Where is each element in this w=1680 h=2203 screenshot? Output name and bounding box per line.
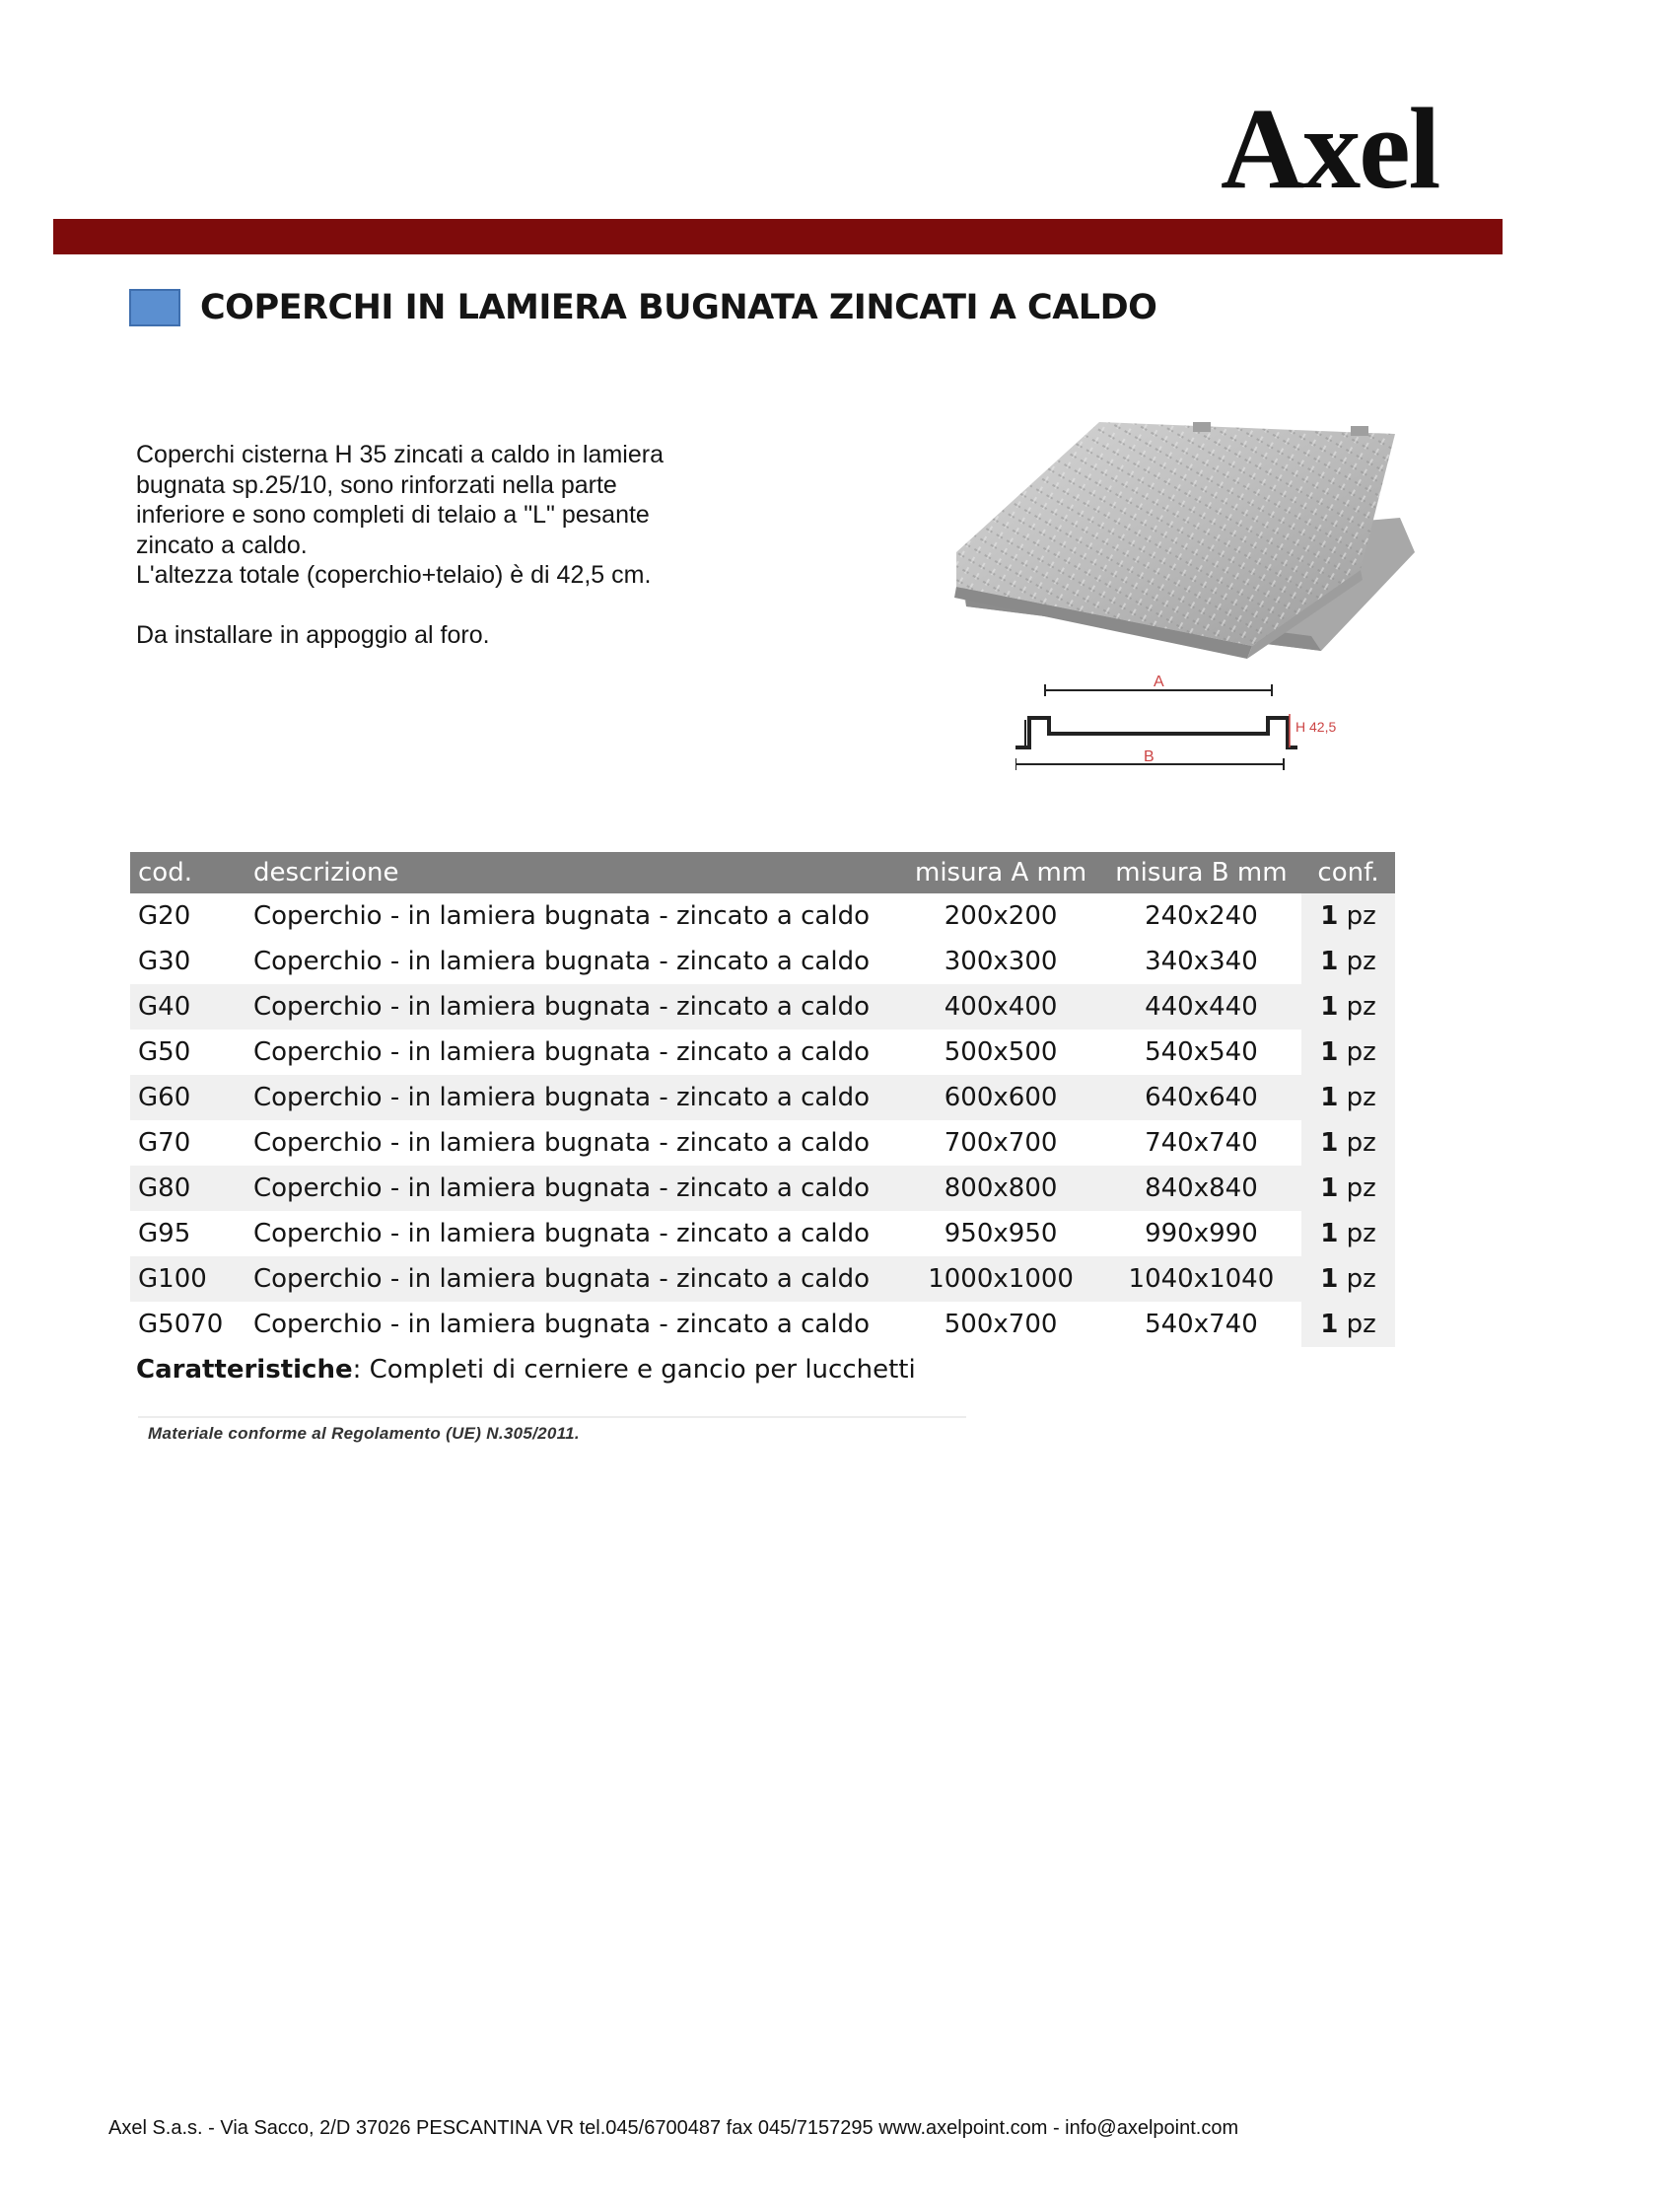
header-accent-bar bbox=[53, 219, 1503, 254]
cell-size-b: 640x640 bbox=[1101, 1075, 1301, 1120]
axel-logo: Axel bbox=[1221, 84, 1439, 213]
table-row bbox=[130, 1302, 1395, 1347]
cell-description: Coperchio - in lamiera bugnata - zincato a caldo bbox=[253, 1310, 870, 1339]
divider bbox=[138, 1416, 966, 1418]
table-row bbox=[130, 1120, 1395, 1166]
cell-code: G80 bbox=[130, 1166, 245, 1211]
title-marker-square bbox=[129, 289, 180, 326]
company-footer: Axel S.a.s. - Via Sacco, 2/D 37026 PESCANTINA VR tel.045/6700487 fax 045/7157295 www.axelpoint.com - info@axelpoint.com bbox=[108, 2117, 1239, 2139]
table-row bbox=[130, 1166, 1395, 1211]
cell-description: Coperchio - in lamiera bugnata - zincato a caldo bbox=[253, 901, 870, 931]
page-title: COPERCHI IN LAMIERA BUGNATA ZINCATI A CALDO bbox=[200, 288, 1157, 327]
table-row bbox=[130, 1211, 1395, 1256]
cell-size-a: 950x950 bbox=[944, 1219, 1058, 1248]
product-photo bbox=[946, 404, 1420, 661]
cell-pack: 1 pz bbox=[1301, 1120, 1395, 1166]
cell-size-a: 300x300 bbox=[944, 947, 1058, 976]
cell-pack: 1 pz bbox=[1301, 1302, 1395, 1347]
header-pack: conf. bbox=[1301, 852, 1395, 893]
features-text: : Completi di cerniere e gancio per lucchetti bbox=[352, 1355, 916, 1385]
cell-pack: 1 pz bbox=[1301, 939, 1395, 984]
header-description: descrizione bbox=[245, 852, 900, 893]
cell-size-a: 500x700 bbox=[944, 1310, 1058, 1339]
cell-pack: 1 pz bbox=[1301, 1211, 1395, 1256]
description-line: L'altezza totale (coperchio+telaio) è di 42,5 cm. bbox=[136, 561, 652, 589]
cell-size-a: 1000x1000 bbox=[900, 1256, 1100, 1302]
cell-code: G20 bbox=[138, 901, 191, 931]
cell-description: Coperchio - in lamiera bugnata - zincato a caldo bbox=[245, 1075, 900, 1120]
description-line: Coperchi cisterna H 35 zincati a caldo in lamiera bbox=[136, 441, 664, 468]
cell-code: G60 bbox=[130, 1075, 245, 1120]
features-label: Caratteristiche bbox=[136, 1355, 353, 1385]
cell-size-a: 600x600 bbox=[900, 1075, 1100, 1120]
header-size-a: misura A mm bbox=[900, 852, 1100, 893]
table-row bbox=[130, 984, 1395, 1030]
cell-pack: 1 pz bbox=[1301, 893, 1395, 939]
cell-description: Coperchio - in lamiera bugnata - zincato a caldo bbox=[245, 984, 900, 1030]
description-line: bugnata sp.25/10, sono rinforzati nella parte bbox=[136, 470, 617, 499]
cell-description: Coperchio - in lamiera bugnata - zincato a caldo bbox=[253, 1219, 870, 1248]
cell-description: Coperchio - in lamiera bugnata - zincato a caldo bbox=[245, 1256, 900, 1302]
cell-pack: 1 pz bbox=[1301, 984, 1395, 1030]
cell-code: G95 bbox=[138, 1219, 191, 1248]
table-row bbox=[130, 893, 1395, 939]
cell-size-a: 800x800 bbox=[900, 1166, 1100, 1211]
cell-description: Coperchio - in lamiera bugnata - zincato a caldo bbox=[253, 1037, 870, 1067]
cell-size-b: 440x440 bbox=[1101, 984, 1301, 1030]
table-row bbox=[130, 1256, 1395, 1302]
cell-size-b: 990x990 bbox=[1145, 1219, 1258, 1248]
cell-size-b: 1040x1040 bbox=[1101, 1256, 1301, 1302]
cell-description: Coperchio - in lamiera bugnata - zincato a caldo bbox=[245, 1166, 900, 1211]
table-row bbox=[130, 939, 1395, 984]
cell-size-b: 840x840 bbox=[1101, 1166, 1301, 1211]
diagram-label-a: A bbox=[1154, 674, 1164, 690]
cell-pack: 1 pz bbox=[1301, 1256, 1395, 1302]
cell-size-a: 500x500 bbox=[944, 1037, 1058, 1067]
dimension-diagram bbox=[1015, 671, 1351, 779]
product-table bbox=[130, 852, 1395, 1347]
installation-note: Da installare in appoggio al foro. bbox=[136, 620, 490, 649]
cell-code: G30 bbox=[138, 947, 191, 976]
cell-code: G70 bbox=[138, 1128, 191, 1158]
diagram-label-h: H 42,5 bbox=[1295, 719, 1337, 735]
diagram-label-b: B bbox=[1144, 748, 1155, 765]
header-code: cod. bbox=[130, 852, 245, 893]
cell-pack: 1 pz bbox=[1301, 1166, 1395, 1211]
table-row bbox=[130, 1075, 1395, 1120]
cell-size-a: 400x400 bbox=[900, 984, 1100, 1030]
cell-description: Coperchio - in lamiera bugnata - zincato a caldo bbox=[253, 947, 870, 976]
cell-description: Coperchio - in lamiera bugnata - zincato a caldo bbox=[253, 1128, 870, 1158]
table-header-row bbox=[130, 852, 1395, 893]
cell-size-b: 340x340 bbox=[1145, 947, 1258, 976]
table-row bbox=[130, 1030, 1395, 1075]
header-size-b: misura B mm bbox=[1101, 852, 1301, 893]
cell-code: G100 bbox=[130, 1256, 245, 1302]
description-line: zincato a caldo. bbox=[136, 531, 308, 559]
cell-code: G40 bbox=[130, 984, 245, 1030]
cell-pack: 1 pz bbox=[1301, 1030, 1395, 1075]
cell-code: G5070 bbox=[138, 1310, 224, 1339]
cell-pack: 1 pz bbox=[1301, 1075, 1395, 1120]
cell-size-b: 240x240 bbox=[1145, 901, 1258, 931]
compliance-note: Materiale conforme al Regolamento (UE) N.305/2011. bbox=[148, 1424, 580, 1443]
cell-size-b: 540x540 bbox=[1145, 1037, 1258, 1067]
cell-code: G50 bbox=[138, 1037, 191, 1067]
cell-size-b: 540x740 bbox=[1145, 1310, 1258, 1339]
description-line: inferiore e sono completi di telaio a "L" pesante bbox=[136, 501, 650, 529]
cell-size-a: 200x200 bbox=[944, 901, 1058, 931]
cell-size-a: 700x700 bbox=[944, 1128, 1058, 1158]
features-line bbox=[136, 1353, 916, 1386]
product-description bbox=[136, 440, 767, 650]
cell-size-b: 740x740 bbox=[1145, 1128, 1258, 1158]
